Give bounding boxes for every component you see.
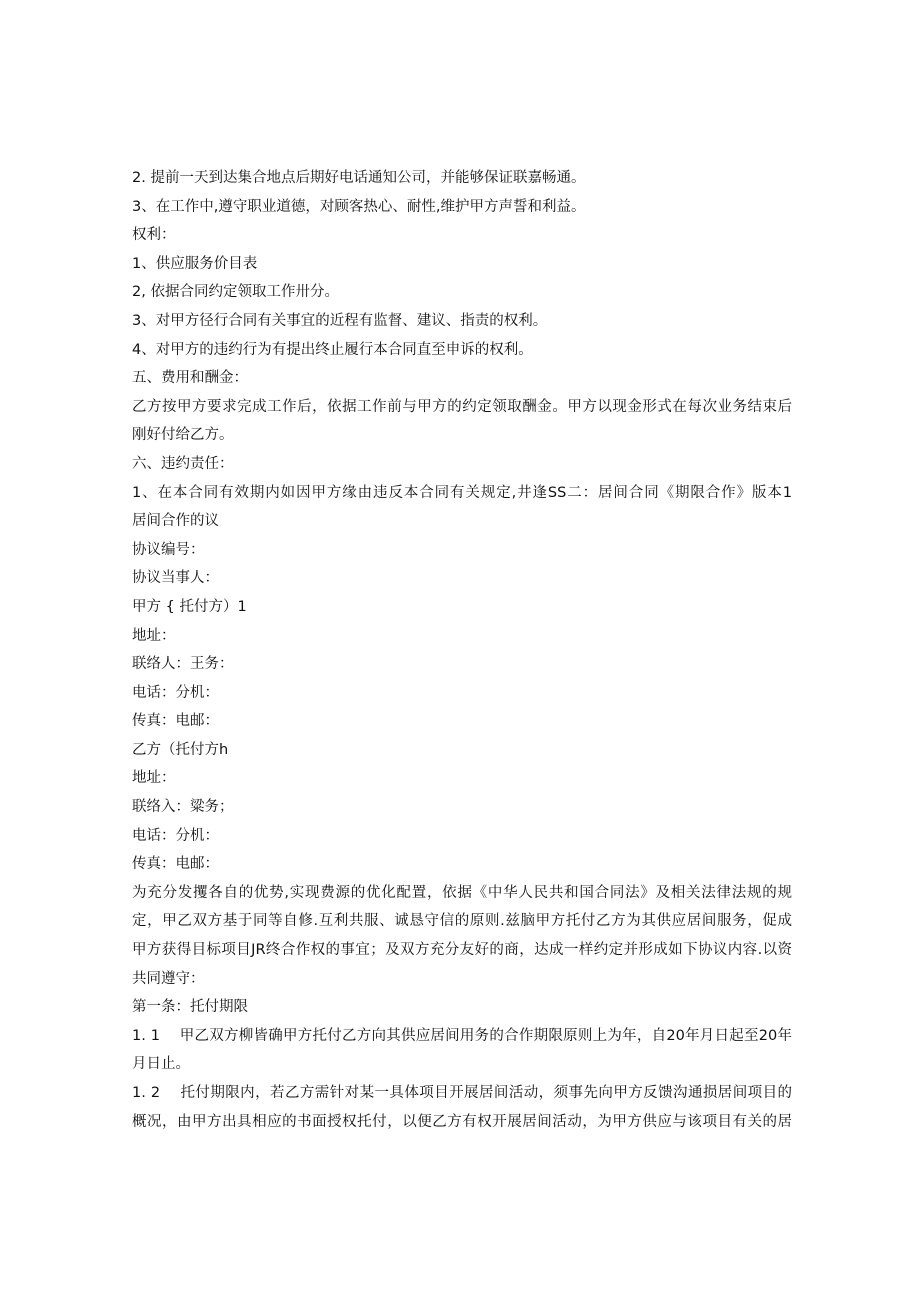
field-label: 乙方（托付方h [132,741,229,758]
field-label: 地址： [132,770,176,787]
field-label: 联络入：粱务； [132,799,234,816]
document-body [132,164,792,1136]
text-line: 2, 依据合同约定领取工作卅分。 [132,284,339,301]
field-label: 联络人：王务： [132,656,234,673]
text-line: 月日止。 [132,1056,190,1073]
field-label: 协议编号： [132,541,205,558]
text-line: 乙方按甲方要求完成工作后，依据工作前与甲方的约定领取酬金。甲方以现金形式在每次业务结束后 [132,398,792,415]
text-line: 为充分发攫各自的优势,实现费源的优化配置，依据《中华人民共和国合同法》及相关法律法规的规 [132,884,792,901]
field-label: 甲方 { 托付方）1 [132,598,247,615]
section-heading: 权利： [132,227,176,244]
field-label: 电话：分机： [132,684,219,701]
text-line: 1、在本合同有效期内如因甲方缘由违反本合同有关规定,井逢SS二：居间合同《期限合作》版本1 [132,484,792,501]
section-heading: 第一条：托付期限 [132,999,248,1016]
text-line: 共同遵守： [132,970,205,987]
text-line: 概况，由甲方出具相应的书面授权托付，以便乙方有权开展居间活动，为甲方供应与该项目有关的居 [132,1113,792,1130]
text-line: 1. 1 甲乙双方柳皆确甲方托付乙方向其供应居间用务的合作期限原则上为年，自20年月日起至20年 [132,1027,792,1044]
field-label: 地址： [132,627,176,644]
text-line: 甲方获得目标项目JR终合作权的事宜；及双方充分友好的商，达成一样约定并形成如下协议内容.以资 [132,942,792,959]
text-line: 1、供应服务价目表 [132,255,258,272]
text-line: 4、对甲方的违约行为有提出终止履行本合同直至申诉的权利。 [132,341,533,358]
text-line: 1. 2 托付期限内，若乙方需针对某一具体项目开展居间活动，须事先向甲方反馈沟通损居间项目的 [132,1085,792,1101]
section-heading: 五、费用和酬金： [132,370,248,387]
field-label: 协议当事人： [132,570,219,587]
text-line: 3、在工作中,遵守职业道德，对顾客热心、耐性,维护甲方声誓和利益。 [132,198,586,215]
field-label: 传真：电邮： [132,713,219,730]
text-line: 居间合作的议 [132,513,219,530]
text-line: 定，甲乙双方基于同等自修.互利共服、诚恳守信的原则.兹脑甲方托付乙方为其供应居间服务，促成 [132,913,792,930]
section-heading: 六、违约责任： [132,455,234,472]
text-line: 2. 提前一天到达集合地点后期好电话通知公司，并能够保证联嘉畅通。 [132,170,586,186]
text-line: 刚好付给乙方。 [132,427,234,444]
text-line: 3、对甲方径行合同有关事宜的近程有监督、建议、指责的权利。 [132,312,548,329]
field-label: 电话：分机： [132,827,219,844]
field-label: 传真：电邮： [132,856,219,873]
